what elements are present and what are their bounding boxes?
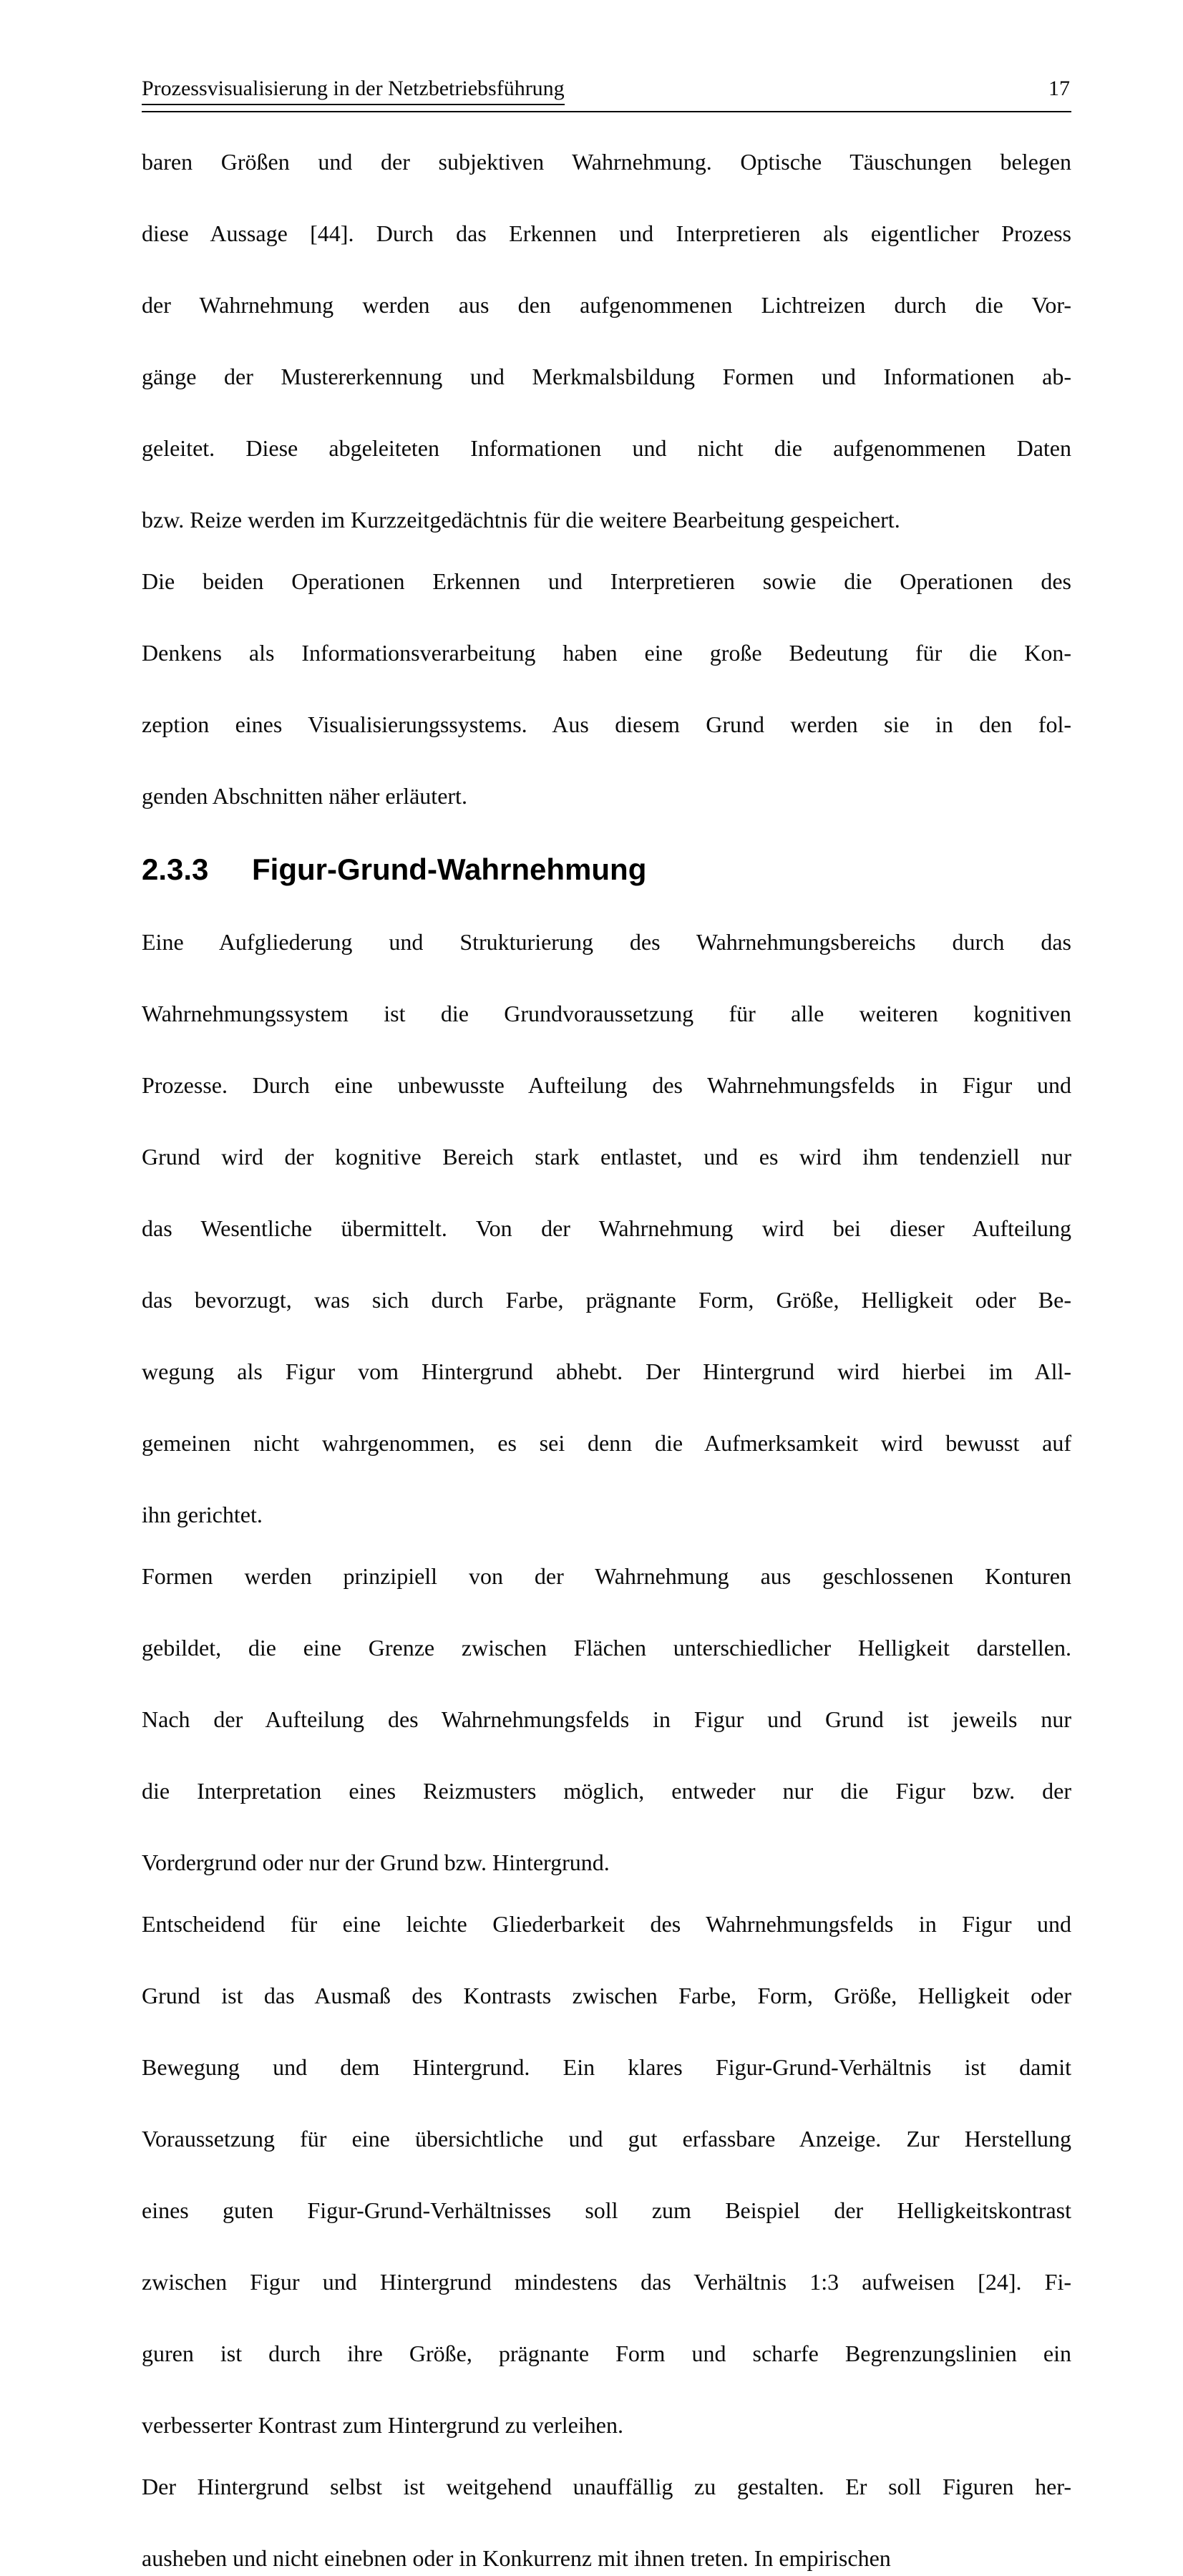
text-line: gebildet, die eine Grenze zwischen Flächen unterschiedlicher Helligkeit darstellen. [142,1635,1071,1661]
text-line: ausheben und nicht einebnen oder in Konkurrenz mit ihnen treten. In empirischen [142,2545,891,2571]
text-line: Grund wird der kognitive Bereich stark entlastet, und es wird ihm tendenziell nur [142,1144,1071,1170]
section-number: 2.3.3 [142,852,209,886]
paragraph-6 [142,2469,1071,2576]
text-line: zwischen Figur und Hintergrund mindestens das Verhältnis 1:3 aufweisen [24]. Fi- [142,2269,1071,2295]
paragraph-4 [142,1558,1071,1880]
page-header [142,76,1071,112]
text-line: zeption eines Visualisierungssystems. Aus diesem Grund werden sie in den fol- [142,711,1071,737]
text-line: verbesserter Kontrast zum Hintergrund zu verleihen. [142,2412,623,2438]
text-line: guren ist durch ihre Größe, prägnante Form und scharfe Begrenzungslinien ein [142,2341,1071,2366]
paragraph-5 [142,1906,1071,2443]
running-title: Prozessvisualisierung in der Netzbetriebsführung [142,76,565,105]
document-page [0,76,1183,2571]
page-number: 17 [1048,77,1070,100]
paragraph-1 [142,144,1071,538]
text-line: Bewegung und dem Hintergrund. Ein klares Figur-Grund-Verhältnis ist damit [142,2054,1071,2080]
text-line: Grund ist das Ausmaß des Kontrasts zwischen Farbe, Form, Größe, Helligkeit oder [142,1983,1071,2008]
text-line: Die beiden Operationen Erkennen und Interpretieren sowie die Operationen des [142,568,1071,594]
text-line: die Interpretation eines Reizmusters möglich, entweder nur die Figur bzw. der [142,1778,1071,1804]
text-line: Eine Aufgliederung und Strukturierung des Wahrnehmungsbereichs durch das [142,929,1071,955]
text-line: Wahrnehmungssystem ist die Grundvoraussetzung für alle weiteren kognitiven [142,1001,1071,1026]
text-line: diese Aussage [44]. Durch das Erkennen und Interpretieren als eigentlicher Prozess [142,220,1071,246]
text-line: Voraussetzung für eine übersichtliche und gut erfassbare Anzeige. Zur Herstellung [142,2126,1071,2152]
text-line: baren Größen und der subjektiven Wahrnehmung. Optische Täuschungen belegen [142,149,1071,175]
text-line: das Wesentliche übermittelt. Von der Wahrnehmung wird bei dieser Aufteilung [142,1215,1071,1241]
paragraph-2 [142,563,1071,814]
text-line: Prozesse. Durch eine unbewusste Aufteilung des Wahrnehmungsfelds in Figur und [142,1072,1071,1098]
text-line: der Wahrnehmung werden aus den aufgenommenen Lichtreizen durch die Vor- [142,292,1071,318]
text-line: genden Abschnitten näher erläutert. [142,783,467,809]
page-body [142,112,1071,2576]
text-line: gemeinen nicht wahrgenommen, es sei denn die Aufmerksamkeit wird bewusst auf [142,1430,1071,1456]
paragraph-3 [142,924,1071,1532]
text-line: das bevorzugt, was sich durch Farbe, prägnante Form, Größe, Helligkeit oder Be- [142,1287,1071,1313]
text-line: Vordergrund oder nur der Grund bzw. Hintergrund. [142,1850,610,1875]
section-heading [142,850,1071,890]
text-line: Denkens als Informationsverarbeitung haben eine große Bedeutung für die Kon- [142,640,1071,666]
text-line: eines guten Figur-Grund-Verhältnisses soll zum Beispiel der Helligkeitskontrast [142,2197,1071,2223]
text-line: Formen werden prinzipiell von der Wahrnehmung aus geschlossenen Konturen [142,1563,1071,1589]
text-line: gänge der Mustererkennung und Merkmalsbildung Formen und Informationen ab- [142,364,1071,389]
text-line: geleitet. Diese abgeleiteten Informationen und nicht die aufgenommenen Daten [142,435,1071,461]
section-title: Figur-Grund-Wahrnehmung [252,852,647,886]
text-line: wegung als Figur vom Hintergrund abhebt. Der Hintergrund wird hierbei im All- [142,1359,1071,1384]
text-line: Der Hintergrund selbst ist weitgehend unauffällig zu gestalten. Er soll Figuren her- [142,2474,1071,2499]
text-line: ihn gerichtet. [142,1502,263,1527]
text-line: bzw. Reize werden im Kurzzeitgedächtnis für die weitere Bearbeitung gespeichert. [142,507,900,533]
text-line: Entscheidend für eine leichte Gliederbarkeit des Wahrnehmungsfelds in Figur und [142,1911,1071,1937]
text-line: Nach der Aufteilung des Wahrnehmungsfelds in Figur und Grund ist jeweils nur [142,1706,1071,1732]
